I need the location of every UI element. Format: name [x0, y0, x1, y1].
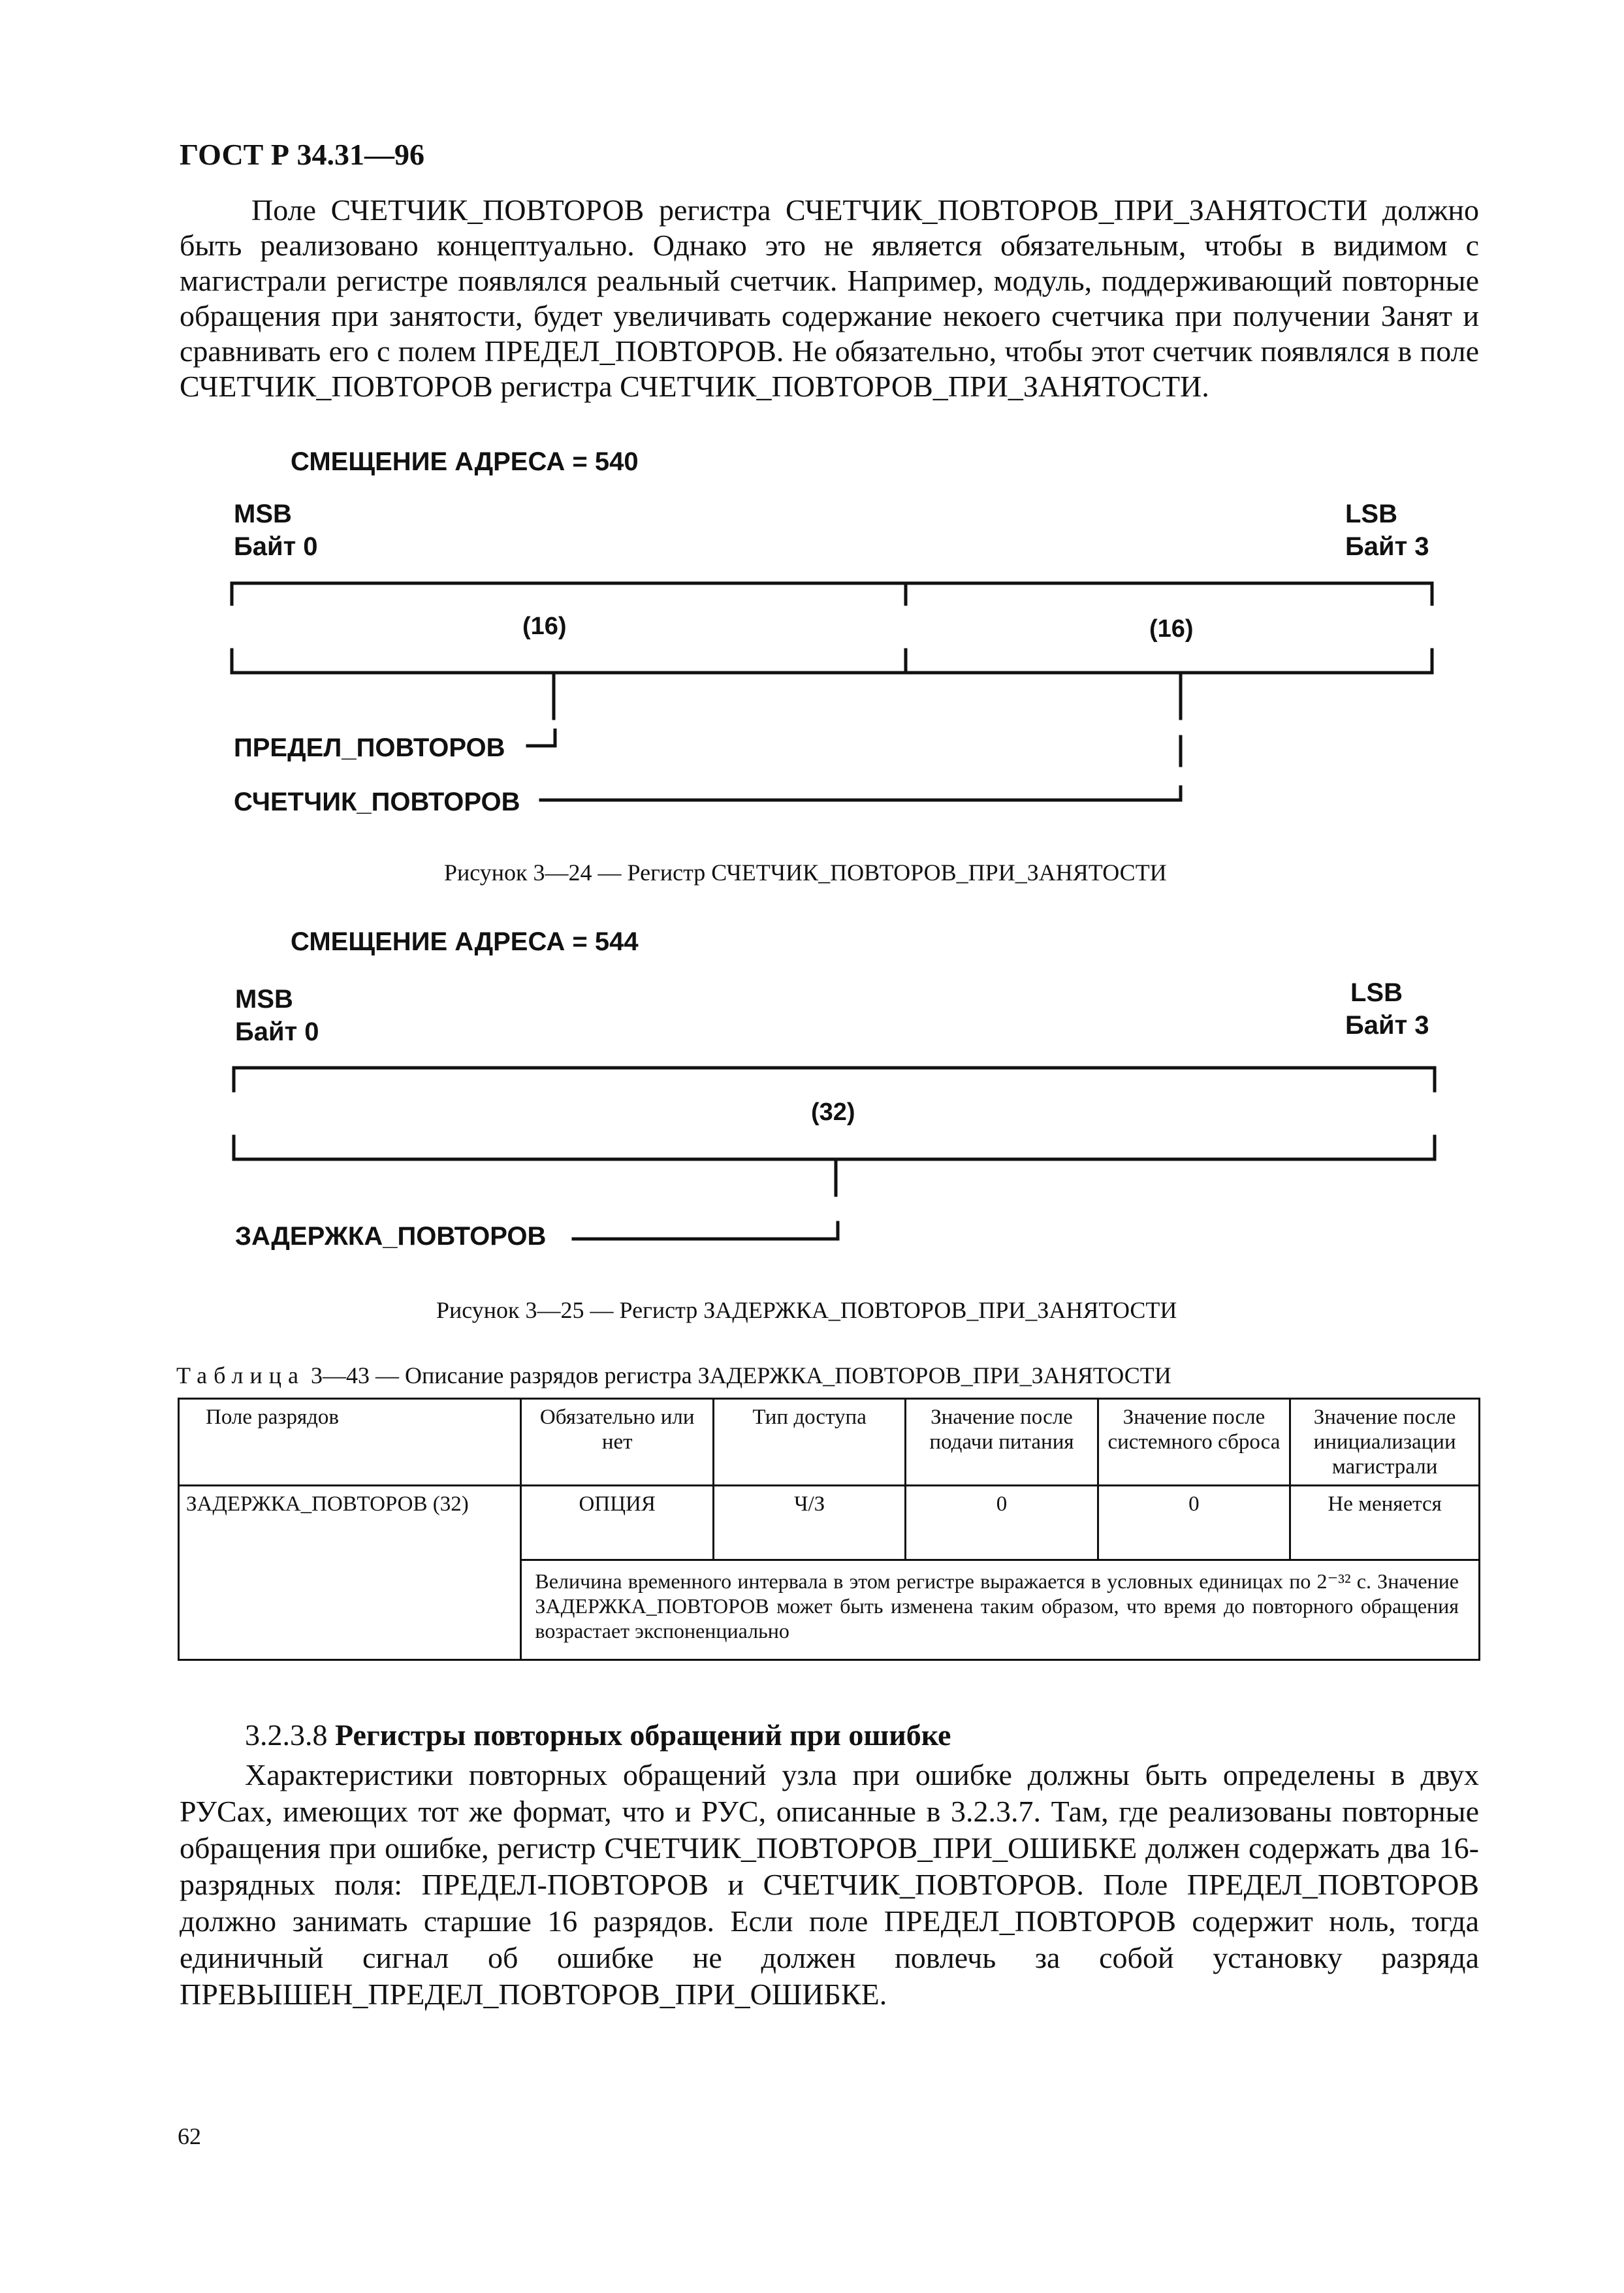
table-cell: ОПЦИЯ	[521, 1486, 714, 1560]
table-caption-prefix: Таблица	[176, 1362, 305, 1388]
section-text: Характеристики повторных обращений узла при ошибке должны быть определены в двух РУСах, имеющих тот же формат, что и РУС, описанные в 3.2.3.7. Там, где реализованы повторные обращения при ошибке, регистр СЧЕТЧИК_ПОВТОРОВ_ПРИ_ОШИБКЕ должен содержать два 16-разрядных поля: ПРЕДЕЛ-ПОВТОРОВ и СЧЕТЧИК_ПОВТОРОВ. Поле ПРЕДЕЛ_ПОВТОРОВ должно занимать старшие 16 разрядов. Если поле ПРЕДЕЛ_ПОВТОРОВ содержит ноль, тогда единичный сигнал об ошибке не должен повлечь за собой установку разряда ПРЕВЫШЕН_ПРЕДЕЛ_ПОВТОРОВ_ПРИ_ОШИБКЕ.	[180, 1758, 1479, 2011]
figure1-msb-label: MSB	[234, 500, 292, 528]
header-cell: Значение после системного сброса	[1098, 1399, 1290, 1486]
figure1-field1-leader	[528, 730, 555, 746]
header-cell: Обязательно или нет	[521, 1399, 714, 1486]
figure2-byte0-label: Байт 0	[235, 1018, 319, 1046]
table-caption	[176, 1362, 1171, 1389]
table-cell: 0	[1098, 1486, 1290, 1560]
section-number: 3.2.3.8	[245, 1718, 328, 1752]
figure2-box-top	[234, 1068, 1435, 1091]
figure1-field1-width: (16)	[522, 613, 567, 640]
figure1-field2-width: (16)	[1149, 615, 1194, 643]
section-title: Регистры повторных обращений при ошибке	[335, 1718, 951, 1752]
intro-text: Поле СЧЕТЧИК_ПОВТОРОВ регистра СЧЕТЧИК_ПОВТОРОВ_ПРИ_ЗАНЯТОСТИ должно быть реализовано концептуально. Однако это не является обязательным, чтобы в видимом с магистрали регистре появлялся реальный счетчик. Например, модуль, поддерживающий повторные обращения при занятости, будет увеличивать содержание некоего счетчика при получении Занят и сравнивать его с полем ПРЕДЕЛ_ПОВТОРОВ. Не обязательно, чтобы этот счетчик появлялся в поле СЧЕТЧИК_ПОВТОРОВ регистра СЧЕТЧИК_ПОВТОРОВ_ПРИ_ЗАНЯТОСТИ.	[180, 193, 1479, 403]
figure2-byte3-label: Байт 3	[1345, 1011, 1429, 1040]
figure1-byte0-label: Байт 0	[234, 532, 318, 561]
table-caption-text: 3—43 — Описание разрядов регистра ЗАДЕРЖКА_ПОВТОРОВ_ПРИ_ЗАНЯТОСТИ	[310, 1362, 1171, 1388]
figure1-field2-name: СЧЕТЧИК_ПОВТОРОВ	[234, 788, 520, 816]
header-cell: Тип доступа	[714, 1399, 906, 1486]
figure1-byte3-label: Байт 3	[1345, 532, 1429, 561]
figure2-field-name: ЗАДЕРЖКА_ПОВТОРОВ	[235, 1222, 547, 1251]
figure1-box-bottom	[232, 650, 1432, 673]
table-cell: Ч/З	[714, 1486, 906, 1560]
table-cell: 0	[906, 1486, 1098, 1560]
figure1-field2-leader	[541, 787, 1181, 800]
figure1-lsb-label: LSB	[1345, 500, 1397, 528]
figure2-lsb-label: LSB	[1350, 978, 1403, 1007]
table-cell-field: ЗАДЕРЖКА_ПОВТОРОВ (32)	[179, 1486, 521, 1660]
figure2-caption: Рисунок 3—25 — Регистр ЗАДЕРЖКА_ПОВТОРОВ_ПРИ_ЗАНЯТОСТИ	[436, 1297, 1177, 1323]
figure1-offset-title: СМЕЩЕНИЕ АДРЕСА = 540	[291, 447, 639, 476]
figure1-box-top	[232, 583, 1432, 604]
header-cell: Значение после подачи питания	[906, 1399, 1098, 1486]
table-cell: Не меняется	[1290, 1486, 1480, 1560]
document-header: ГОСТ Р 34.31—96	[180, 138, 424, 171]
bit-description-table	[178, 1398, 1480, 1661]
table-note: Величина временного интервала в этом регистре выражается в условных единицах по 2⁻³² с. Значение ЗАДЕРЖКА_ПОВТОРОВ может быть изменена таким образом, что время до повторного обращения возрастает экспоненциально	[521, 1560, 1480, 1660]
header-cell: Значение после инициализации магистрали	[1290, 1399, 1480, 1486]
section-paragraph	[180, 1757, 1479, 2013]
header-cell: Поле разрядов	[179, 1399, 521, 1486]
figure2-offset-title: СМЕЩЕНИЕ АДРЕСА = 544	[291, 927, 639, 956]
figure2-msb-label: MSB	[235, 985, 293, 1014]
figure2-box-bottom	[234, 1136, 1435, 1159]
page-number: 62	[178, 2123, 201, 2149]
figure1-caption: Рисунок 3—24 — Регистр СЧЕТЧИК_ПОВТОРОВ_ПРИ_ЗАНЯТОСТИ	[444, 859, 1167, 886]
section-heading	[245, 1718, 951, 1752]
table-row	[179, 1486, 1480, 1560]
figure2-field-width: (32)	[811, 1098, 855, 1126]
figure1-field1-name: ПРЕДЕЛ_ПОВТОРОВ	[234, 733, 505, 762]
figure2-field-leader	[573, 1223, 838, 1239]
table-header-row	[179, 1399, 1480, 1486]
